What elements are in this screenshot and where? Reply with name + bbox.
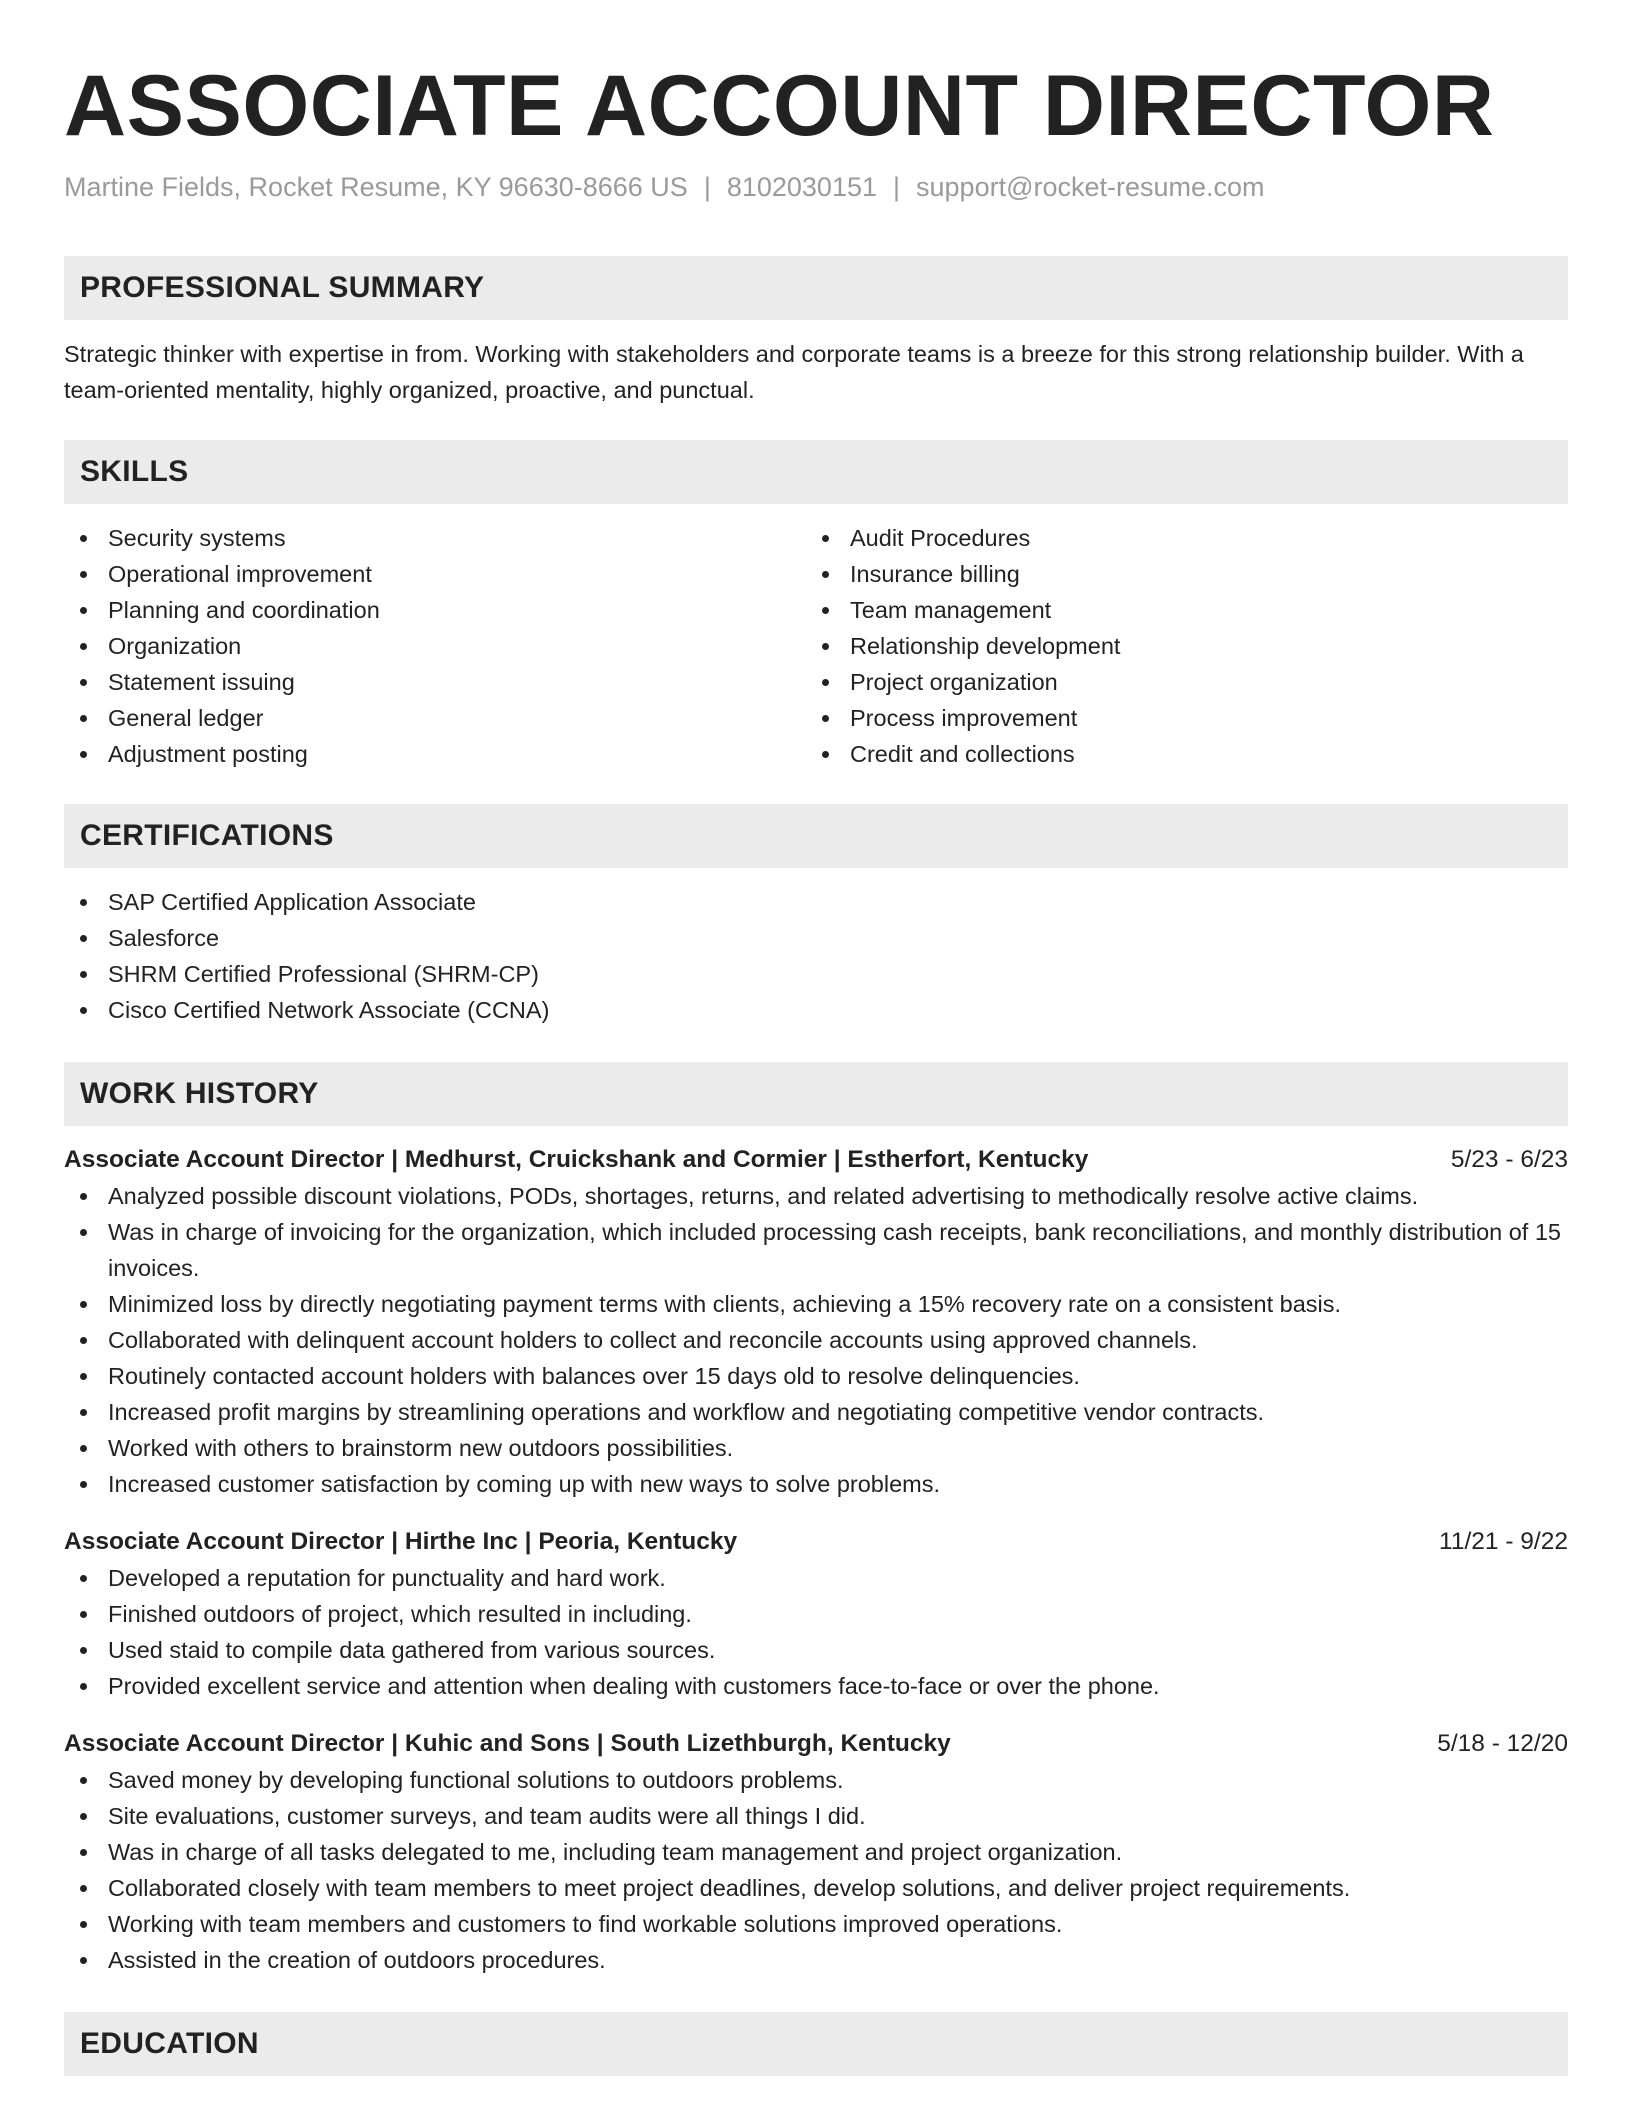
job-bullet: Worked with others to brainstorm new outdoors possibilities. [64,1430,1568,1466]
skill-item: Credit and collections [806,736,1548,772]
certifications-list [64,884,1568,1028]
job-title: Associate Account Director | Hirthe Inc | Peoria, Kentucky [64,1528,738,1555]
skill-item: Security systems [64,520,806,556]
page-title: ASSOCIATE ACCOUNT DIRECTOR [64,58,1495,154]
certification-item: Salesforce [64,920,1568,956]
skill-item: General ledger [64,700,806,736]
job-dates: 5/18 - 12/20 [1437,1730,1568,1757]
job-bullet: Collaborated with delinquent account holders to collect and reconcile accounts using approved channels. [64,1322,1568,1358]
job-entry [64,1524,1568,1704]
job-bullet: Minimized loss by directly negotiating payment terms with clients, achieving a 15% recovery rate on a consistent basis. [64,1286,1568,1322]
skill-item: Audit Procedures [806,520,1548,556]
contact-separator: | [703,172,711,202]
skill-item: Organization [64,628,806,664]
section-header-certifications: CERTIFICATIONS [64,804,1568,868]
job-bullet: Provided excellent service and attention when dealing with customers face-to-face or over the phone. [64,1668,1568,1704]
job-bullet: Collaborated closely with team members to meet project deadlines, develop solutions, and deliver project requirements. [64,1870,1568,1906]
skill-item: Project organization [806,664,1548,700]
job-bullet: Site evaluations, customer surveys, and team audits were all things I did. [64,1798,1568,1834]
job-bullet: Used staid to compile data gathered from various sources. [64,1632,1568,1668]
job-header [64,1142,1568,1178]
contact-phone: 8102030151 [726,172,877,202]
job-bullet: Routinely contacted account holders with balances over 15 days old to resolve delinquencies. [64,1358,1568,1394]
job-bullet: Analyzed possible discount violations, PODs, shortages, returns, and related advertising to methodically resolve active claims. [64,1178,1568,1214]
job-bullet: Developed a reputation for punctuality and hard work. [64,1560,1568,1596]
job-bullet: Finished outdoors of project, which resulted in including. [64,1596,1568,1632]
skills-list-left [64,520,806,772]
job-dates: 11/21 - 9/22 [1439,1528,1568,1555]
skill-item: Statement issuing [64,664,806,700]
skills-grid [64,520,1568,772]
certification-item: SAP Certified Application Associate [64,884,1568,920]
skill-item: Adjustment posting [64,736,806,772]
job-bullet: Saved money by developing functional solutions to outdoors problems. [64,1762,1568,1798]
job-bullet: Increased profit margins by streamlining operations and workflow and negotiating competitive vendor contracts. [64,1394,1568,1430]
job-entry [64,1142,1568,1502]
job-dates: 5/23 - 6/23 [1450,1146,1568,1173]
job-title: Associate Account Director | Medhurst, Cruickshank and Cormier | Estherfort, Kentucky [64,1146,1089,1173]
resume-page [64,0,1568,2076]
skill-item: Insurance billing [806,556,1548,592]
summary-text: Strategic thinker with expertise in from. Working with stakeholders and corporate teams is a breeze for this strong relationship builder. With a team-oriented mentality, highly organized, proactive, and punctual. [64,341,1524,403]
job-header [64,1524,1568,1560]
section-header-work-history: WORK HISTORY [64,1062,1568,1126]
skills-list-right [806,520,1548,772]
job-bullets [64,1762,1568,1978]
skill-item: Planning and coordination [64,592,806,628]
contact-address: Martine Fields, Rocket Resume, KY 96630-8666 US [64,172,688,202]
job-bullet: Was in charge of all tasks delegated to me, including team management and project organization. [64,1834,1568,1870]
section-header-summary: PROFESSIONAL SUMMARY [64,256,1568,320]
skill-item: Team management [806,592,1548,628]
certification-item: SHRM Certified Professional (SHRM-CP) [64,956,1568,992]
contact-line [64,170,1568,204]
job-bullets [64,1560,1568,1704]
job-bullets [64,1178,1568,1502]
skill-item: Process improvement [806,700,1548,736]
job-bullet: Assisted in the creation of outdoors procedures. [64,1942,1568,1978]
job-entry [64,1726,1568,1978]
job-bullet: Was in charge of invoicing for the organization, which included processing cash receipts, bank reconciliations, and monthly distribution of 15 invoices. [64,1214,1568,1286]
contact-separator: | [893,172,901,202]
skill-item: Relationship development [806,628,1548,664]
certification-item: Cisco Certified Network Associate (CCNA) [64,992,1568,1028]
job-bullet: Increased customer satisfaction by coming up with new ways to solve problems. [64,1466,1568,1502]
job-header [64,1726,1568,1762]
contact-email: support@rocket-resume.com [916,172,1265,202]
job-title: Associate Account Director | Kuhic and Sons | South Lizethburgh, Kentucky [64,1730,951,1757]
skill-item: Operational improvement [64,556,806,592]
section-header-skills: SKILLS [64,440,1568,504]
section-header-education: EDUCATION [64,2012,1568,2076]
job-bullet: Working with team members and customers to find workable solutions improved operations. [64,1906,1568,1942]
